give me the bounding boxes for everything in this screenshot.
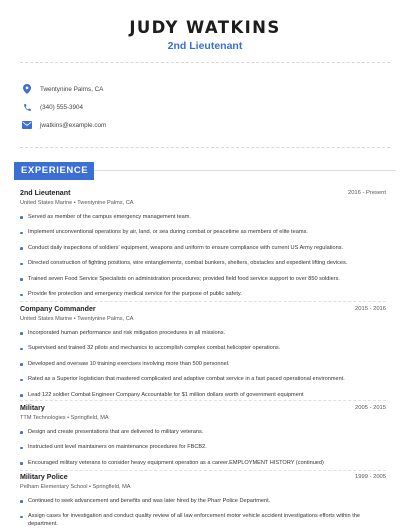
section-banner-experience: EXPERIENCE [14, 162, 94, 180]
job-employer: United States Marine • Twentynine Palms, CA [20, 316, 134, 322]
job-employer: United States Marine • Twentynine Palms, CA [20, 200, 134, 206]
bullet-item: Assign cases for investigation and conduct quality review of all law enforcement motor vehicle accident investigations efforts within the department. [20, 513, 386, 528]
contact-phone [22, 101, 83, 113]
bullet-item: Conduct daily inspections of soldiers' equipment, weapons and uniform to ensure compliance with current US Army regulations. [20, 245, 386, 253]
job-dates: 1999 - 2005 [355, 474, 386, 480]
bullet-item: Supervised and trained 32 pilots and mechanics to accomplish complex combat helicopter operations. [20, 345, 386, 353]
job-bullets [20, 330, 386, 400]
job-divider [20, 400, 386, 401]
section-banner-line [94, 170, 396, 171]
bullet-item: Incorporated human performance and risk mitigation procedures in all missions. [20, 330, 386, 338]
bullet-item: Design and create presentations that are delivered to military veterans. [20, 429, 386, 437]
job-title: Military Police [20, 473, 68, 481]
job-divider [20, 470, 386, 471]
contact-phone-text: (340) 555-3904 [40, 103, 84, 111]
bullet-item: Encouraged military veterans to consider heavy equipment operation as a career.EMPLOYMENT HISTORY (continued) [20, 460, 386, 468]
job-divider [20, 301, 386, 302]
job-title: Military [20, 404, 45, 412]
job-title: Company Commander [20, 305, 96, 313]
candidate-role: 2nd Lieutenant [167, 40, 243, 52]
job-dates: 2005 - 2015 [355, 405, 386, 411]
envelope-icon [22, 120, 32, 130]
job-bullets [20, 214, 386, 299]
bullet-item: Lead 122 soldier Combat Engineer Company Accountable for $1 million dollars worth of government equipment [20, 392, 386, 400]
job-entry [20, 473, 386, 529]
job-dates: 2016 - Present [347, 190, 386, 196]
job-entry [20, 305, 386, 400]
job-dates: 2015 - 2016 [355, 306, 386, 312]
bullet-item: Instructed unit level maintainers on maintenance procedures for FBCB2. [20, 444, 386, 452]
bullet-item: Implement unconventional operations by air, land, or sea during combat or peacetime as members of elite teams. [20, 229, 386, 237]
bullet-item: Continued to seek advancement and benefits and was later hired by the Pharr Police Department. [20, 498, 386, 506]
job-employer: Pelham Elementary School • Springfield, MA [20, 484, 131, 490]
contact-email [22, 119, 106, 131]
contact-divider [20, 147, 390, 148]
job-bullets [20, 429, 386, 468]
job-employer: TTM Technologies • Springfield, MA [20, 415, 109, 421]
job-title: 2nd Lieutenant [20, 189, 71, 197]
bullet-item: Directed construction of fighting positions, wire entanglements, combat bunkers, shelters, obstacles and expedient lifting devices. [20, 260, 386, 268]
candidate-name: JUDY WATKINS [129, 18, 281, 37]
bullet-item: Provide fire protection and emergency medical service for the purpose of public safety. [20, 291, 386, 299]
bullet-item: Rated as a Superior logistician that mastered complicated and adaptive combat service in a fast paced operational environment. [20, 376, 386, 384]
job-bullets [20, 498, 386, 529]
bullet-item: Trained seven Food Service Specialists on administration procedures; provided field food service support to over 850 soldiers. [20, 276, 386, 284]
header-divider [20, 62, 390, 63]
contact-email-text: jwatkins@example.com [40, 121, 107, 129]
bullet-item: Served as member of the campus emergency management team. [20, 214, 386, 222]
job-entry [20, 189, 386, 299]
contact-location-text: Twentynine Palms, CA [40, 85, 104, 93]
map-pin-icon [22, 84, 32, 94]
phone-icon [22, 102, 32, 112]
job-entry [20, 404, 386, 468]
bullet-item: Developed and oversaw 10 training exercises involving more than 500 personnel. [20, 361, 386, 369]
contact-location [22, 83, 103, 95]
